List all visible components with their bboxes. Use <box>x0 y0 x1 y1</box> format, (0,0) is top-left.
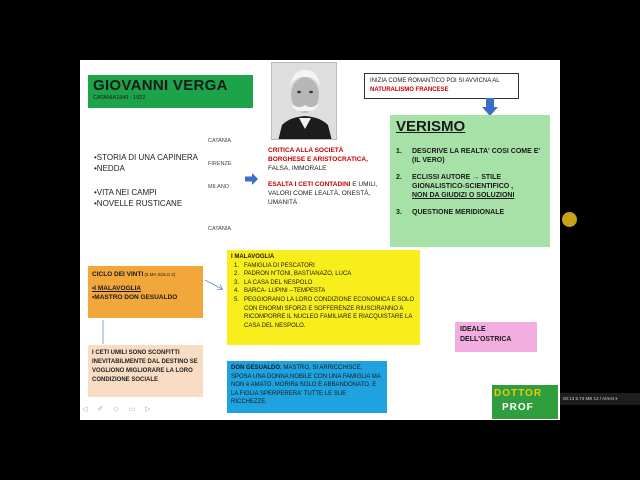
recorder-status-bar[interactable]: 00:13 5.73 MB 13 / Arrest ⏸ <box>560 393 640 405</box>
inizia-text: INIZIA COME ROMANTICO POI SI AVVICNA AL <box>370 78 500 84</box>
slide <box>80 60 560 420</box>
work-item: •NOVELLE RUSTICANE <box>94 199 183 208</box>
slide-toolbar[interactable]: ◁ ✐ ◇ ▭ ▷ <box>82 406 155 413</box>
esalta-label: ESALTA I CETI CONTADINI <box>268 181 351 188</box>
malavoglia-item: 3. LA CASA DEL NESPOLO <box>234 279 313 286</box>
works-list <box>94 152 198 209</box>
work-item: •VITA NEI CAMPI <box>94 188 157 197</box>
gesualdo-box <box>227 361 387 413</box>
critica-text <box>268 146 378 207</box>
ciclo-item: •I MALAVOGLIA <box>92 285 142 292</box>
pointer-highlight-icon <box>562 212 577 227</box>
work-item: •NEDDA <box>94 164 125 173</box>
arrow-right-icon <box>245 173 258 185</box>
naturalismo-highlight: NATURALISMO FRANCESE <box>370 87 449 93</box>
esalta-rest: E UMILI, VALORI COME LEALTÀ, ONESTÀ, UMANITÀ <box>268 181 378 206</box>
umili-box: I CETI UMILI SONO SCONFITTI INEVITABILMENTE DAL DESTINO SE VOGLIONO MIGLIORARE LA LORO CONDIZIONE SOCIALE <box>88 345 203 397</box>
gesualdo-text: , MASTRO, SI ARRICCHISCE, SPOSA UNA DONNA NOBILE CON UNA FAMIGLIA MA NON è AMATO. MORIRà SOLO E ABBANDONATO, E LA FIGLIA SPERPERERA' TUTTE LE SUE RICCHEZZE. <box>231 365 381 405</box>
work-item: •STORIA DI UNA CAPINERA <box>94 153 199 162</box>
verismo-box <box>390 115 550 247</box>
title-box <box>88 75 253 108</box>
city-label: FIRENZE <box>208 161 232 167</box>
title-dates: CATANIA1840 - 1922 <box>93 95 146 101</box>
malavoglia-item: 2. PADRON N'TONI, BASTIANAZO, LUCA <box>234 271 352 278</box>
city-label: MILANO <box>208 184 230 190</box>
inizia-box <box>364 73 519 99</box>
city-label: CATANIA <box>208 138 232 144</box>
verismo-item: 2. ECLISSI AUTORE → STILE GIONALISTICO-SCIENTIFICO , NON DA GIUDIZI O SOLUZIONI <box>396 174 515 199</box>
critica-desc: FALSA, IMMORALE <box>268 165 327 172</box>
ideale-box: IDEALE DELL'OSTRICA <box>455 322 537 352</box>
arrow-down-icon <box>482 98 498 116</box>
verismo-title: VERISMO <box>396 118 466 135</box>
malavoglia-item: 4. BARCA- LUPINI --TEMPESTA <box>234 288 326 295</box>
city-label: CATANIA <box>208 226 232 232</box>
portrait-image <box>271 62 337 140</box>
page-title: GIOVANNI VERGA <box>93 77 228 94</box>
critica-title: CRITICA ALLA SOCIETÀ BORGHESE E ARISTOCRATICA, <box>268 147 368 163</box>
connector-arrow-icon <box>204 278 226 292</box>
malavoglia-title: I MALAVOGLIA <box>231 254 275 260</box>
ciclo-note: (5 MA SOLO 2) <box>143 272 176 277</box>
verismo-item: 1. DESCRIVE LA REALTA' COSI COME E' (IL VERO) <box>396 148 541 164</box>
ciclo-title: CICLO DEI VINTI <box>92 271 144 278</box>
gesualdo-name: DON GESUALDO <box>231 365 281 371</box>
connector-line-icon <box>100 320 106 344</box>
ciclo-box <box>88 266 203 318</box>
malavoglia-item: 5. PEGGIORANO LA LORO CONDIZIONE ECONOMICA E SOLO CON ENORMI SFORZI E SOFFERENZE RIUSCIRANNO A RICOMPORRE IL NUCLEO FAMILIARE E RIACQUISTARE LA CASA DEL NESPOLO. <box>234 296 415 329</box>
malavoglia-box <box>227 250 420 345</box>
malavoglia-item: 1. FAMIGLIA DI PESCATORI <box>234 262 315 269</box>
verismo-item: 3. QUESTIONE MERIDIONALE <box>396 209 505 216</box>
ciclo-item: •MASTRO DON GESUALDO <box>92 294 178 301</box>
dottor-prof-logo: DOTTOR PROF <box>492 385 558 419</box>
